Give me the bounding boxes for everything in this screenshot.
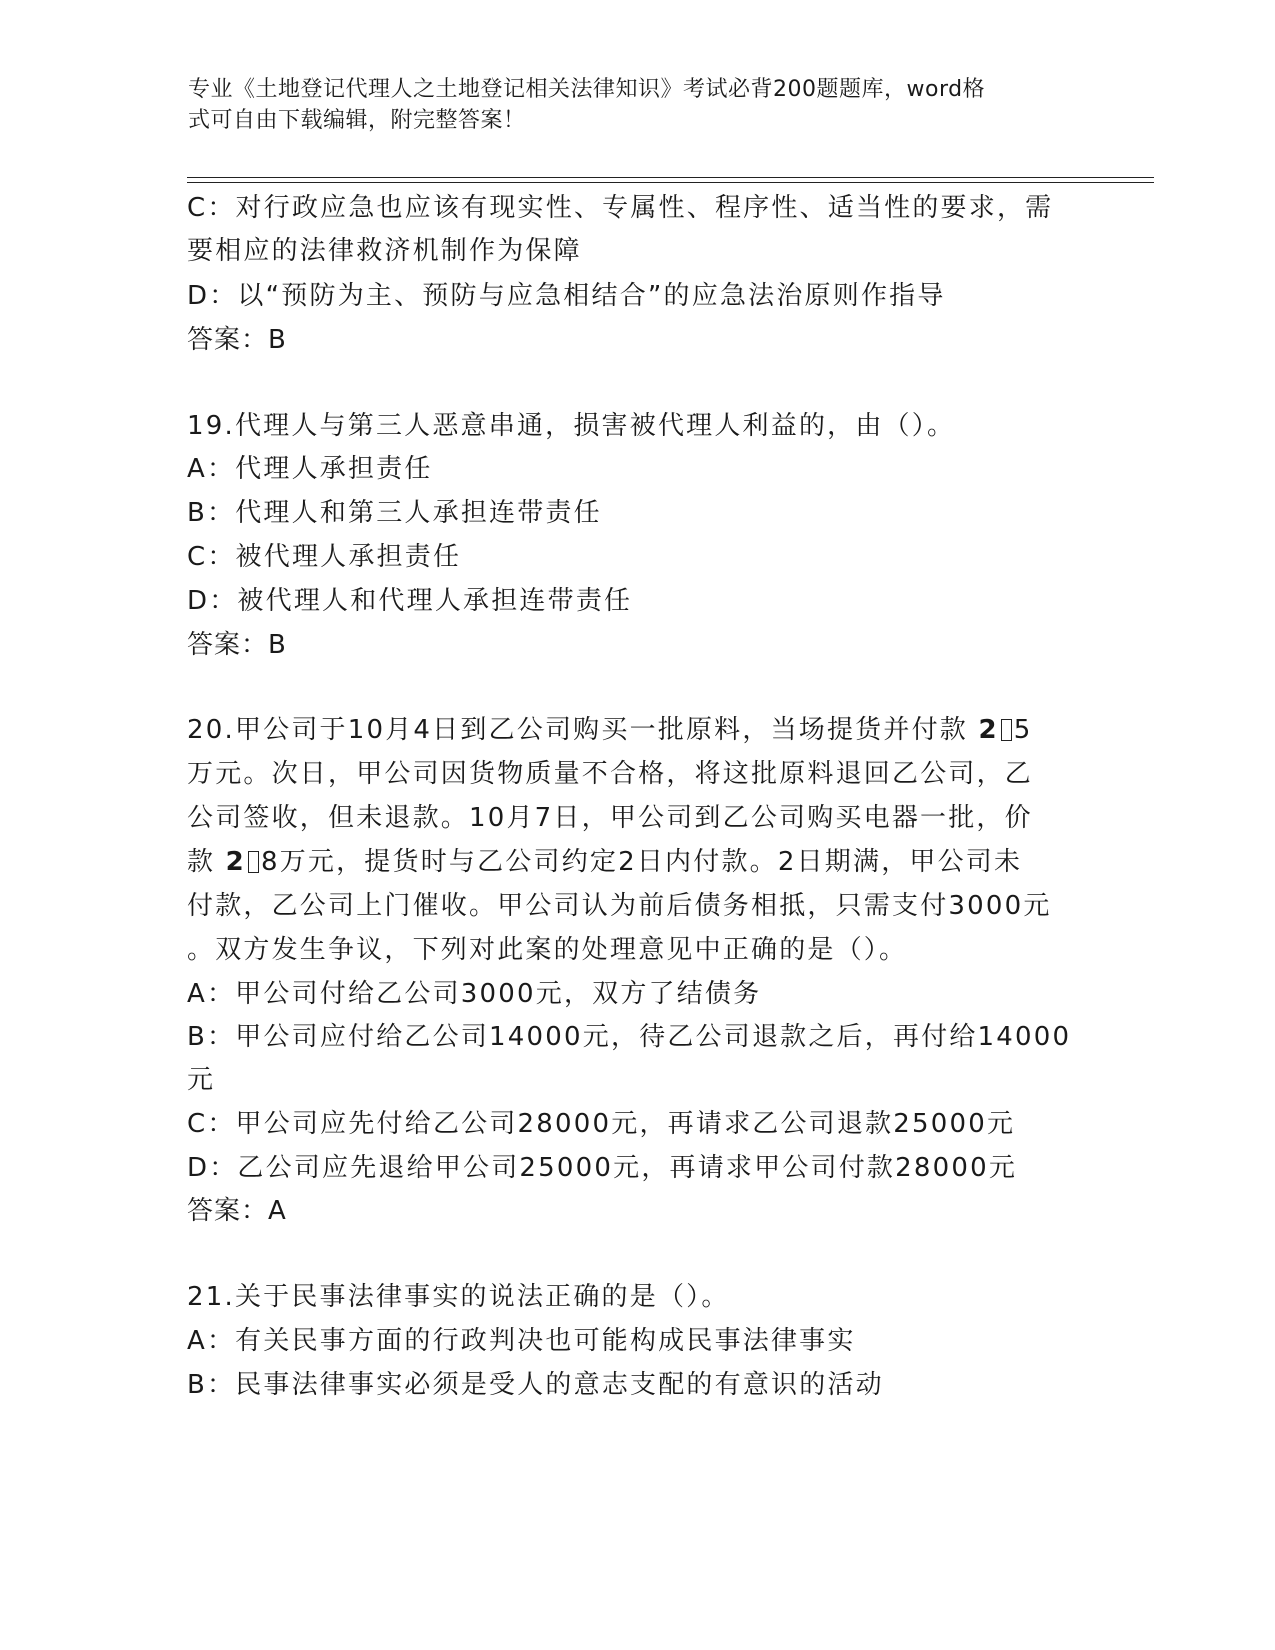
q20-stem-line4-prefix: 款 [187,847,216,877]
missing-glyph-icon [1001,719,1012,741]
q20-stem-line4 [187,841,1022,878]
q20-option-d: D：乙公司应先退给甲公司25000元，再请求甲公司付款28000元 [187,1153,1018,1183]
q21-option-b: B：民事法律事实必须是受人的意志支配的有意识的活动 [187,1370,884,1400]
q19-answer: 答案：B [187,630,287,660]
q21-stem: 21.关于民事法律事实的说法正确的是（）。 [187,1282,730,1312]
header-line-2: 式可自由下载编辑，附完整答案！ [188,108,526,133]
q19-option-c: C：被代理人承担责任 [187,542,462,572]
q18-option-c-line2: 要相应的法律救济机制作为保障 [187,236,582,266]
q20-stem-line3: 公司签收，但未退款。10月7日，甲公司到乙公司购买电器一批，价 [187,803,1033,833]
q20-amount-digit-2: 5 [1013,715,1033,745]
q20-option-b-line2: 元 [187,1065,216,1095]
document-header [188,74,1068,136]
header-divider-top [187,177,1154,178]
q18-option-c-line1: C：对行政应急也应该有现实性、专属性、程序性、适当性的要求，需 [187,193,1054,223]
q20-stem-line5: 付款，乙公司上门催收。甲公司认为前后债务相抵，只需支付3000元 [187,891,1052,921]
q20-price-digit: 2 [225,847,246,877]
header-line-1: 专业《土地登记代理人之土地登记相关法律知识》考试必背200题题库，word格 [188,77,986,102]
q20-stem-line4-text: 8万元，提货时与乙公司约定2日内付款。2日期满，甲公司未 [260,847,1023,877]
q19-option-b: B：代理人和第三人承担连带责任 [187,498,602,528]
q20-option-c: C：甲公司应先付给乙公司28000元，再请求乙公司退款25000元 [187,1109,1016,1139]
q20-stem-line2: 万元。次日，甲公司因货物质量不合格，将这批原料退回乙公司，乙 [187,759,1034,789]
q20-stem-line1-text: 20.甲公司于10月4日到乙公司购买一批原料，当场提货并付款 [187,715,968,745]
q20-option-b-line1: B：甲公司应付给乙公司14000元，待乙公司退款之后，再付给14000 [187,1022,1072,1052]
q20-stem-line6: 。双方发生争议，下列对此案的处理意见中正确的是（）。 [187,935,908,965]
q19-option-d: D：被代理人和代理人承担连带责任 [187,586,633,616]
q18-option-d: D：以“预防为主、预防与应急相结合”的应急法治原则作指导 [187,281,946,311]
q19-stem: 19.代理人与第三人恶意串通，损害被代理人利益的，由（）。 [187,411,956,441]
q20-amount-digit: 2 [978,715,999,745]
q20-option-a: A：甲公司付给乙公司3000元，双方了结债务 [187,979,762,1009]
header-divider-bottom [187,182,1154,183]
missing-glyph-icon [248,851,259,873]
q18-answer: 答案：B [187,325,287,355]
q19-option-a: A：代理人承担责任 [187,454,433,484]
q20-stem-line1 [187,709,1033,746]
q21-option-a: A：有关民事方面的行政判决也可能构成民事法律事实 [187,1326,856,1356]
q20-answer: 答案：A [187,1196,287,1226]
